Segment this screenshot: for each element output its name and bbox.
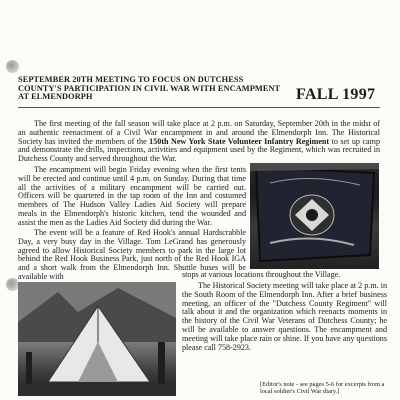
paragraph-4: The Historical Society meeting will take place at 2 p.m. in the South Room of the Elmendorph Inn. After a brief business meeting, an officer of the "Dutchess County Regiment" will talk about it and the organization which reenacts moments in the history of the Civil War Veterans of Dutchess County; he will be available to answer questions. The encampment and meeting will take place rain or shine. If you have any questions please call 758-2923. — [182, 281, 387, 352]
issue-season: FALL 1997 — [296, 86, 376, 103]
flag-image — [250, 163, 379, 269]
paragraph-2: The encampment will begin Friday evening when the first tents will be erected and continue until 4 p.m. on Sunday. During that time all the activities of a military encampment will be carried out. Officers will be quartered in the tap room of the Inn and costumed members of The Hudson Valley Ladies Aid Society will prepare meals in the Elmendorph's historic kitchen, tend the wounded and assist the men as the Ladies Aid Society did during the War. — [18, 165, 246, 227]
editors-note: [Editor's note - see pages 5-6 for excerpts from a local soldier's Civil War diary.] — [260, 381, 385, 396]
encampment-tent-photo — [18, 282, 176, 396]
regimental-flag-photo — [250, 163, 379, 269]
header-rule — [18, 107, 380, 108]
binder-hole-top — [6, 60, 19, 73]
paragraph-3: The event will be a feature of Red Hook's annual Hardscrabble Day, a very busy day in the Village. Tom LeGrand has generously agreed to allow Historical Society members to park in the large lot behind the Red Hook Business Park, just north of the Red Hook IGA and a short walk from the Elmendorph Inn. Shuttle buses will be available with — [18, 228, 246, 281]
tent-image — [18, 282, 176, 396]
paragraph-1: The first meeting of the fall season will take place at 2 p.m. on Saturday, September 20th in the midst of an authentic reenactment of a Civil War encampment in and around the Elmendorph Inn. The Historical Society has invited the members of the 150th New York State Volunteer Infantry Regiment to set up camp and demonstrate the drills, inspections, activities and equipment used by the Regiment, which was recruited in Dutchess County and served throughout the War. — [18, 119, 380, 164]
article-headline: SEPTEMBER 20TH MEETING TO FOCUS ON DUTCHESS COUNTY'S PARTICIPATION IN CIVIL WAR WITH ENCAMPMENT AT ELMENDORPH — [18, 75, 281, 102]
paragraph-3-continued: stops at various locations throughout the Village. — [182, 270, 341, 279]
